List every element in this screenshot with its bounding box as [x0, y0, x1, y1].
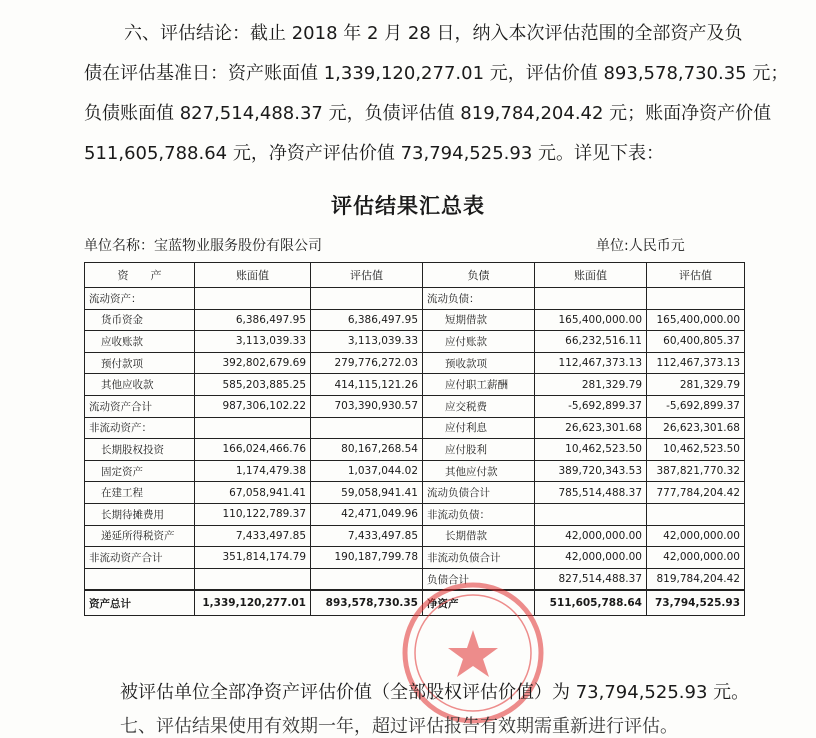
- valuation-summary-table: [84, 262, 745, 616]
- table-cell: 703,390,930.57: [311, 395, 423, 417]
- table-cell: 60,400,805.37: [647, 331, 745, 353]
- table-row: [85, 439, 745, 461]
- table-row: [85, 460, 745, 482]
- table-cell: 112,467,373.13: [647, 352, 745, 374]
- table-cell: [311, 417, 423, 439]
- table-cell: [647, 503, 745, 525]
- net-asset-conclusion: 被评估单位全部净资产评估价值（全部股权评估价值）为 73,794,525.93 元。: [120, 682, 750, 703]
- table-cell: 387,821,770.32: [647, 460, 745, 482]
- table-cell: 777,784,204.42: [647, 482, 745, 504]
- table-cell: 长期借款: [423, 525, 535, 547]
- table-cell: 785,514,488.37: [535, 482, 647, 504]
- table-row: [85, 482, 745, 504]
- table-cell: 819,784,204.42: [647, 568, 745, 590]
- table-cell: 166,024,466.76: [195, 439, 311, 461]
- header-liabilities: 负债: [423, 263, 535, 288]
- table-cell: 987,306,102.22: [195, 395, 311, 417]
- table-cell: 其他应收款: [85, 374, 195, 396]
- table-row: [85, 503, 745, 525]
- table-cell: 80,167,268.54: [311, 439, 423, 461]
- table-cell: 59,058,941.41: [311, 482, 423, 504]
- table-cell: 414,115,121.26: [311, 374, 423, 396]
- table-cell: 非流动资产合计: [85, 547, 195, 569]
- table-cell: 26,623,301.68: [647, 417, 745, 439]
- table-cell: 112,467,373.13: [535, 352, 647, 374]
- table-row: [85, 395, 745, 417]
- table-cell: 长期待摊费用: [85, 503, 195, 525]
- table-cell: 893,578,730.35: [311, 590, 423, 616]
- table-cell: 1,037,044.02: [311, 460, 423, 482]
- table-cell: [195, 288, 311, 310]
- table-row: [85, 547, 745, 569]
- paragraph-line: 负债账面值 827,514,488.37 元，负债评估值 819,784,204.42 元；账面净资产价值: [84, 103, 772, 124]
- table-cell: 应付利息: [423, 417, 535, 439]
- table-cell: 资产总计: [85, 590, 195, 616]
- unit-name: 单位名称：宝蓝物业服务股份有限公司: [84, 238, 322, 254]
- table-cell: 预付款项: [85, 352, 195, 374]
- table-cell: 26,623,301.68: [535, 417, 647, 439]
- table-cell: 279,776,272.03: [311, 352, 423, 374]
- header-appraised-value: 评估值: [311, 263, 423, 288]
- table-cell: 非流动负债：: [423, 503, 535, 525]
- table-cell: 非流动资产：: [85, 417, 195, 439]
- table-title: 评估结果汇总表: [331, 193, 485, 218]
- table-row: [85, 590, 745, 616]
- table-cell: 827,514,488.37: [535, 568, 647, 590]
- table-cell: 货币资金: [85, 309, 195, 331]
- table-cell: 流动负债：: [423, 288, 535, 310]
- table-cell: 511,605,788.64: [535, 590, 647, 616]
- table-cell: 应付职工薪酬: [423, 374, 535, 396]
- table-cell: 42,000,000.00: [535, 547, 647, 569]
- table-cell: 351,814,174.79: [195, 547, 311, 569]
- header-assets: 资 产: [85, 263, 195, 288]
- table-cell: [535, 288, 647, 310]
- table-row: [85, 288, 745, 310]
- table-row: [85, 374, 745, 396]
- table-row: [85, 352, 745, 374]
- table-cell: 预收款项: [423, 352, 535, 374]
- table-cell: 42,000,000.00: [647, 525, 745, 547]
- table-cell: 281,329.79: [535, 374, 647, 396]
- table-row: [85, 417, 745, 439]
- table-cell: 应交税费: [423, 395, 535, 417]
- table-cell: 392,802,679.69: [195, 352, 311, 374]
- table-cell: 3,113,039.33: [311, 331, 423, 353]
- table-cell: [85, 568, 195, 590]
- table-cell: 1,174,479.38: [195, 460, 311, 482]
- table-cell: [195, 417, 311, 439]
- paragraph-line: 债在评估基准日：资产账面值 1,339,120,277.01 元，评估价值 893,578,730.35 元；: [84, 63, 789, 84]
- table-cell: 10,462,523.50: [647, 439, 745, 461]
- table-cell: 7,433,497.85: [195, 525, 311, 547]
- table-header-row: [85, 263, 745, 288]
- table-cell: [535, 503, 647, 525]
- table-cell: 在建工程: [85, 482, 195, 504]
- table-cell: 165,400,000.00: [535, 309, 647, 331]
- table-cell: 非流动负债合计: [423, 547, 535, 569]
- table-cell: 42,000,000.00: [535, 525, 647, 547]
- table-cell: 281,329.79: [647, 374, 745, 396]
- table-cell: 389,720,343.53: [535, 460, 647, 482]
- table-cell: 应付股利: [423, 439, 535, 461]
- table-cell: 190,187,799.78: [311, 547, 423, 569]
- table-cell: 流动资产：: [85, 288, 195, 310]
- table-cell: -5,692,899.37: [647, 395, 745, 417]
- table-cell: 6,386,497.95: [195, 309, 311, 331]
- table-cell: [647, 288, 745, 310]
- table-cell: 42,471,049.96: [311, 503, 423, 525]
- table-cell: 73,794,525.93: [647, 590, 745, 616]
- header-book-value: 账面值: [535, 263, 647, 288]
- table-cell: [311, 568, 423, 590]
- table-cell: 7,433,497.85: [311, 525, 423, 547]
- table-cell: 长期股权投资: [85, 439, 195, 461]
- table-cell: 67,058,941.41: [195, 482, 311, 504]
- header-book-value: 账面值: [195, 263, 311, 288]
- header-appraised-value: 评估值: [647, 263, 745, 288]
- table-row: [85, 525, 745, 547]
- table-cell: 165,400,000.00: [647, 309, 745, 331]
- table-cell: 固定资产: [85, 460, 195, 482]
- table-row: [85, 568, 745, 590]
- paragraph-line: 六、评估结论：截止 2018 年 2 月 28 日，纳入本次评估范围的全部资产及负: [124, 23, 743, 44]
- table-cell: -5,692,899.37: [535, 395, 647, 417]
- table-cell: [195, 568, 311, 590]
- table-cell: 585,203,885.25: [195, 374, 311, 396]
- table-cell: 流动负债合计: [423, 482, 535, 504]
- table-cell: 10,462,523.50: [535, 439, 647, 461]
- table-cell: 净资产: [423, 590, 535, 616]
- table-cell: 3,113,039.33: [195, 331, 311, 353]
- table-cell: 110,122,789.37: [195, 503, 311, 525]
- table-cell: 负债合计: [423, 568, 535, 590]
- table-cell: 6,386,497.95: [311, 309, 423, 331]
- conclusion-paragraph: [84, 14, 804, 174]
- table-cell: 流动资产合计: [85, 395, 195, 417]
- table-cell: 应付账款: [423, 331, 535, 353]
- table-cell: 应收账款: [85, 331, 195, 353]
- table-cell: 66,232,516.11: [535, 331, 647, 353]
- table-cell: 递延所得税资产: [85, 525, 195, 547]
- paragraph-line: 511,605,788.64 元，净资产评估价值 73,794,525.93 元。详见下表：: [84, 143, 664, 164]
- currency-unit: 单位:人民币元: [596, 238, 685, 254]
- table-row: [85, 309, 745, 331]
- table-cell: 42,000,000.00: [647, 547, 745, 569]
- table-cell: 其他应付款: [423, 460, 535, 482]
- validity-note: 七、评估结果使用有效期一年，超过评估报告有效期需重新进行评估。: [120, 716, 678, 737]
- table-cell: [311, 288, 423, 310]
- table-cell: 1,339,120,277.01: [195, 590, 311, 616]
- table-cell: 短期借款: [423, 309, 535, 331]
- table-row: [85, 331, 745, 353]
